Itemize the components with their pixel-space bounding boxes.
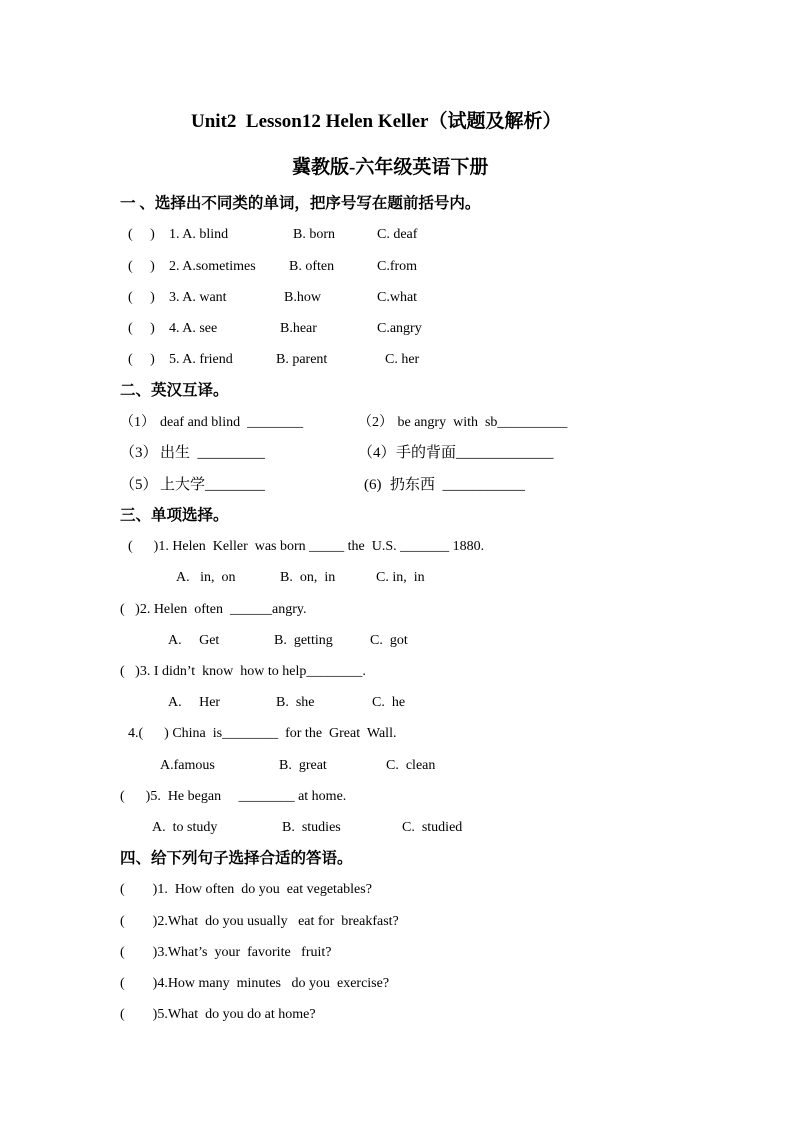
s3-item-5-option-b: B. studies [282, 820, 341, 835]
s2-item-6-text: 扔东西 ___________ [390, 477, 526, 493]
s2-item-3-text: 出生 _________ [160, 445, 266, 461]
s1-item-1-option-c: C. deaf [377, 227, 418, 242]
s1-item-3-option-c: C.what [377, 290, 418, 305]
s2-item-1-text: deaf and blind ________ [160, 415, 304, 430]
section3-heading: 三、单项选择。 [120, 507, 229, 524]
s3-item-5-option-a: A. to study [152, 820, 218, 835]
s1-item-1-option-a: 1. A. blind [169, 227, 229, 242]
s4-item-2: ( )2.What do you usually eat for breakfast? [120, 914, 399, 929]
s1-item-5-option-b: B. parent [276, 352, 328, 367]
s3-item-2-option-c: C. got [370, 633, 408, 648]
s2-item-6-num: (6) [364, 477, 382, 493]
s1-item-1-option-b: B. born [293, 227, 335, 242]
s2-item-1-num: （1） [120, 415, 155, 430]
s3-item-4-stem: 4.( ) China is________ for the Great Wall. [128, 726, 397, 741]
page-title: Unit2 Lesson12 Helen Keller（试题及解析） [191, 111, 562, 132]
s1-item-3-option-a: 3. A. want [169, 290, 227, 305]
s2-item-2-num: （2） [358, 415, 393, 430]
s1-item-5-bracket: ( ) [128, 352, 155, 367]
s2-item-3-num: （3） [120, 445, 158, 461]
s1-item-2-option-a: 2. A.sometimes [169, 259, 256, 274]
section4-heading: 四、给下列句子选择合适的答语。 [120, 850, 353, 867]
s3-item-2-option-a: A. Get [168, 633, 220, 648]
s1-item-4-bracket: ( ) [128, 321, 155, 336]
s2-item-2-text: be angry with sb__________ [394, 415, 568, 430]
s1-item-3-bracket: ( ) [128, 290, 155, 305]
s3-item-5-stem: ( )5. He began ________ at home. [120, 789, 347, 804]
s1-item-4-option-a: 4. A. see [169, 321, 218, 336]
s2-item-4-num: （4） [358, 445, 396, 461]
section2-heading: 二、英汉互译。 [120, 382, 229, 399]
s1-item-3-option-b: B.how [284, 290, 321, 305]
s3-item-1-option-b: B. on, in [280, 570, 336, 585]
s4-item-5: ( )5.What do you do at home? [120, 1007, 316, 1022]
s1-item-2-option-b: B. often [289, 259, 335, 274]
s3-item-1-stem: ( )1. Helen Keller was born _____ the U.S. _______ 1880. [128, 539, 485, 554]
s4-item-3: ( )3.What’s your favorite fruit? [120, 945, 332, 960]
s4-item-4: ( )4.How many minutes do you exercise? [120, 976, 390, 991]
page-subtitle: 冀教版-六年级英语下册 [292, 157, 489, 178]
s3-item-3-option-a: A. Her [168, 695, 221, 710]
s3-item-2-stem: ( )2. Helen often ______angry. [120, 602, 307, 617]
s2-item-5-text: 上大学________ [160, 477, 266, 493]
s1-item-2-bracket: ( ) [128, 259, 155, 274]
s3-item-4-option-c: C. clean [386, 758, 436, 773]
s1-item-2-option-c: C.from [377, 259, 418, 274]
s2-item-5-num: （5） [120, 477, 158, 493]
s1-item-4-option-c: C.angry [377, 321, 422, 336]
s3-item-3-option-c: C. he [372, 695, 406, 710]
section1-heading: 一 、选择出不同类的单词，把序号写在题前括号内。 [120, 195, 481, 212]
s3-item-3-option-b: B. she [276, 695, 315, 710]
s1-item-4-option-b: B.hear [280, 321, 317, 336]
s3-item-1-option-c: C. in, in [376, 570, 425, 585]
s3-item-1-option-a: A. in, on [176, 570, 236, 585]
s3-item-3-stem: ( )3. I didn’t know how to help________. [120, 664, 366, 679]
s1-item-5-option-c: C. her [385, 352, 420, 367]
s1-item-1-bracket: ( ) [128, 227, 155, 242]
s4-item-1: ( )1. How often do you eat vegetables? [120, 882, 372, 897]
s1-item-5-option-a: 5. A. friend [169, 352, 233, 367]
s3-item-4-option-b: B. great [279, 758, 327, 773]
s2-item-4-text: 手的背面_____________ [396, 445, 554, 461]
s3-item-5-option-c: C. studied [402, 820, 463, 835]
s3-item-4-option-a: A.famous [160, 758, 215, 773]
s3-item-2-option-b: B. getting [274, 633, 333, 648]
